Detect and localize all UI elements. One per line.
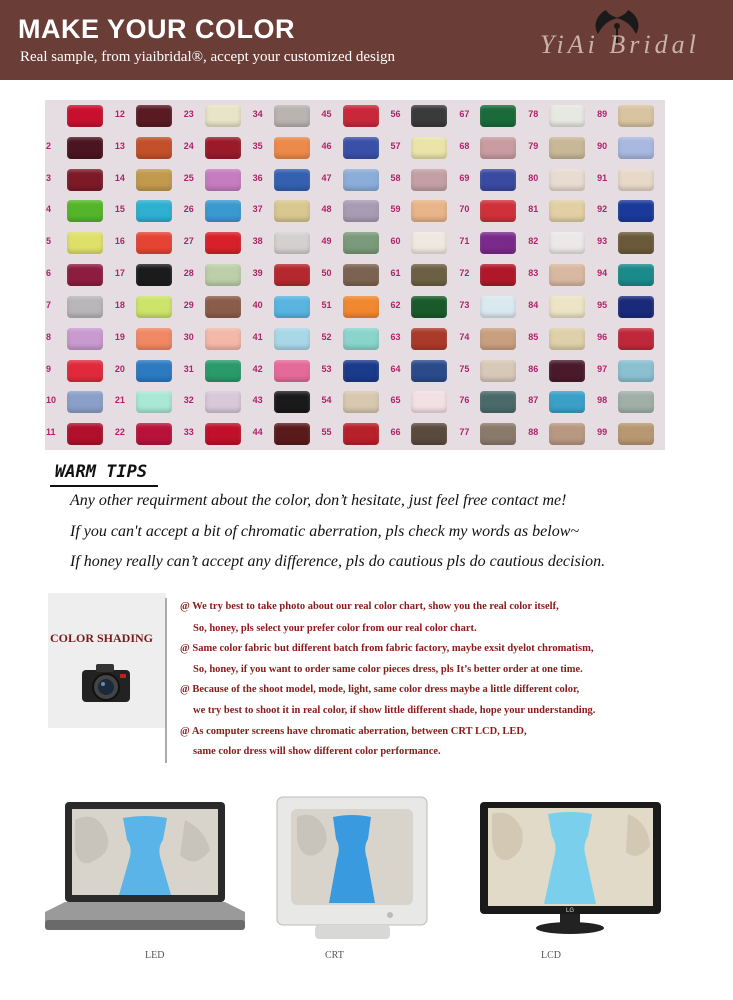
color-swatch: [343, 423, 379, 445]
color-swatch: [549, 232, 585, 254]
color-swatch: [480, 200, 516, 222]
color-swatch: [67, 200, 103, 222]
swatch-number: 55: [321, 427, 332, 438]
color-swatch: [205, 137, 241, 159]
shading-note: @ Because of the shoot model, mode, light, same color dress maybe a little different color,: [180, 684, 580, 695]
warm-tips-title: WARM TIPS: [55, 462, 148, 482]
swatch-number: 29: [183, 299, 194, 310]
color-swatch: [411, 391, 447, 413]
swatch-number: 59: [390, 204, 401, 215]
color-swatch: [274, 296, 310, 318]
color-swatch: [411, 232, 447, 254]
color-swatch: [618, 296, 654, 318]
color-swatch: [343, 232, 379, 254]
color-swatch: [618, 360, 654, 382]
color-swatch: [136, 169, 172, 191]
swatch-number: 12: [114, 109, 125, 119]
swatch-number: 44: [252, 427, 263, 438]
swatch-number: 72: [459, 268, 470, 279]
swatch-number: 97: [597, 363, 608, 374]
swatch-number: 82: [528, 236, 539, 247]
color-swatch: [480, 232, 516, 254]
color-swatch: [136, 232, 172, 254]
color-swatch: [480, 105, 516, 127]
swatch-number: 65: [390, 395, 401, 406]
swatch-number: 20: [114, 363, 125, 374]
swatch-number: 88: [528, 427, 539, 438]
color-swatch: [549, 296, 585, 318]
color-swatch: [618, 328, 654, 350]
swatch-number: 73: [459, 299, 470, 310]
led-laptop-image: [45, 800, 245, 940]
swatch-number: 18: [114, 299, 125, 310]
swatch-number: 42: [252, 363, 263, 374]
color-swatch: [411, 360, 447, 382]
swatch-number: 11: [46, 427, 56, 438]
camera-icon: [78, 660, 134, 708]
swatch-number: 58: [390, 172, 401, 183]
warm-tip-line: If you can't accept a bit of chromatic aberration, pls check my words as below~: [70, 523, 580, 540]
color-swatch: [549, 137, 585, 159]
swatch-number: 68: [459, 140, 470, 151]
swatch-number: 77: [459, 427, 470, 438]
warm-tip-line: If honey really can’t accept any difference, pls do cautious pls do cautious decision.: [70, 553, 606, 570]
color-swatch: [343, 105, 379, 127]
color-swatch: [618, 391, 654, 413]
swatch-number: 75: [459, 363, 470, 374]
swatch-number: 33: [183, 427, 194, 438]
color-swatch: [480, 423, 516, 445]
color-swatch: [343, 360, 379, 382]
swatch-number: 6: [46, 268, 52, 279]
swatch-number: 30: [183, 331, 194, 342]
swatch-number: 66: [390, 427, 401, 438]
color-swatch: [411, 264, 447, 286]
monitor-label-crt: CRT: [325, 950, 344, 961]
color-swatch: [67, 360, 103, 382]
color-swatch: [618, 105, 654, 127]
color-swatch: [274, 423, 310, 445]
color-swatch: [343, 137, 379, 159]
swatch-number: 48: [321, 204, 332, 215]
swatch-number: 93: [597, 236, 608, 247]
swatch-number: 79: [528, 140, 539, 151]
swatch-number: 69: [459, 172, 470, 183]
color-swatch: [618, 200, 654, 222]
color-swatch: [136, 296, 172, 318]
color-swatch: [549, 360, 585, 382]
color-swatch: [67, 105, 103, 127]
color-swatch: [480, 328, 516, 350]
swatch-number: 15: [114, 204, 125, 215]
color-swatch: [274, 200, 310, 222]
color-swatch: [343, 328, 379, 350]
swatch-number: 84: [528, 299, 539, 310]
color-swatch: [618, 423, 654, 445]
color-swatch: [549, 328, 585, 350]
swatch-number: 22: [114, 427, 125, 438]
color-swatch: [411, 137, 447, 159]
shading-note: So, honey, if you want to order same color pieces dress, pls It’s better order at one time.: [193, 664, 583, 675]
swatch-number: 41: [252, 331, 263, 342]
swatch-number: 56: [390, 109, 401, 119]
swatch-number: 85: [528, 331, 539, 342]
swatch-number: 45: [321, 109, 332, 119]
color-swatch: [480, 264, 516, 286]
color-swatch: [205, 232, 241, 254]
swatch-number: 92: [597, 204, 608, 215]
swatch-number: 54: [321, 395, 332, 406]
color-swatch: [343, 296, 379, 318]
lcd-brand-label: LG: [566, 908, 575, 914]
brand-logo-text: YiAi Bridal: [540, 30, 700, 59]
color-swatch: [549, 169, 585, 191]
swatch-number: 89: [597, 109, 608, 119]
color-swatch: [205, 391, 241, 413]
color-swatch: [411, 200, 447, 222]
swatch-number: 70: [459, 204, 470, 215]
color-swatch: [411, 423, 447, 445]
color-swatch: [67, 137, 103, 159]
swatch-number: 14: [114, 172, 125, 183]
color-swatch: [205, 296, 241, 318]
page-title: MAKE YOUR COLOR: [18, 14, 296, 44]
swatch-number: 9: [46, 363, 52, 374]
swatch-number: 5: [46, 236, 52, 247]
swatch-number: 83: [528, 268, 539, 279]
warm-tip-line: Any other requirment about the color, don’t hesitate, just feel free contact me!: [70, 492, 567, 509]
color-swatch: [274, 391, 310, 413]
color-swatch: [274, 105, 310, 127]
swatch-number: 81: [528, 204, 539, 215]
color-swatch: [549, 391, 585, 413]
swatch-number: 76: [459, 395, 470, 406]
color-swatch: [67, 169, 103, 191]
color-swatch: [205, 200, 241, 222]
color-swatch: [205, 423, 241, 445]
color-swatch: [480, 169, 516, 191]
color-swatch: [205, 169, 241, 191]
shading-note: @ Same color fabric but different batch from fabric factory, maybe exsit dyelot chromatism,: [180, 643, 594, 654]
color-swatch: [136, 137, 172, 159]
swatch-number: 80: [528, 172, 539, 183]
swatch-number: 52: [321, 331, 332, 342]
swatch-number: 50: [321, 268, 332, 279]
color-swatch: [67, 423, 103, 445]
color-swatch: [618, 137, 654, 159]
color-swatch: [411, 328, 447, 350]
color-swatch: [274, 232, 310, 254]
color-swatch: [549, 423, 585, 445]
color-swatch: [274, 169, 310, 191]
color-swatch: [343, 200, 379, 222]
swatch-number: 25: [183, 172, 194, 183]
swatch-number: 16: [114, 236, 125, 247]
swatch-number: 57: [390, 140, 401, 151]
swatch-number: 39: [252, 268, 263, 279]
swatch-number: 95: [597, 299, 608, 310]
swatch-number: 49: [321, 236, 332, 247]
swatch-number: 7: [46, 299, 52, 310]
swatch-number: 61: [390, 268, 401, 279]
swatch-number: 34: [252, 109, 263, 119]
swatch-number: 26: [183, 204, 194, 215]
swatch-number: 31: [183, 363, 194, 374]
color-swatch: [67, 232, 103, 254]
color-swatch: [343, 264, 379, 286]
color-swatch: [274, 264, 310, 286]
swatch-number: 86: [528, 363, 539, 374]
swatch-number: 51: [321, 299, 332, 310]
color-swatch: [343, 391, 379, 413]
color-swatch: [67, 391, 103, 413]
swatch-number: 78: [528, 109, 539, 119]
swatch-number: 90: [597, 140, 608, 151]
monitor-label-led: LED: [145, 950, 165, 961]
color-swatch: [205, 105, 241, 127]
color-swatch: [480, 391, 516, 413]
swatch-number: 67: [459, 109, 470, 119]
color-swatch: [67, 328, 103, 350]
color-swatch: [205, 328, 241, 350]
color-swatch: [205, 360, 241, 382]
swatch-number: 96: [597, 331, 608, 342]
color-swatch: [136, 360, 172, 382]
color-swatch: [67, 296, 103, 318]
swatch-number: 10: [46, 395, 57, 406]
shading-note: @ We try best to take photo about our real color chart, show you the real color itself,: [180, 601, 559, 612]
color-swatch: [411, 169, 447, 191]
color-swatch: [274, 328, 310, 350]
color-swatch: [480, 296, 516, 318]
swatch-number: 71: [459, 236, 470, 247]
swatch-number: 99: [597, 427, 608, 438]
swatch-number: 43: [252, 395, 263, 406]
swatch-number: 63: [390, 331, 401, 342]
color-swatch-chart: [45, 100, 665, 450]
color-swatch: [136, 423, 172, 445]
swatch-number: 24: [183, 140, 194, 151]
color-swatch: [411, 296, 447, 318]
swatch-number: 62: [390, 299, 401, 310]
color-swatch: [136, 391, 172, 413]
swatch-number: 21: [114, 395, 125, 406]
lcd-monitor-image: [478, 800, 663, 940]
swatch-number: 87: [528, 395, 539, 406]
swatch-number: 35: [252, 140, 263, 151]
swatch-number: 17: [114, 268, 125, 279]
swatch-number: 60: [390, 236, 401, 247]
color-swatch: [549, 105, 585, 127]
swatch-number: 36: [252, 172, 263, 183]
swatch-number: 8: [46, 331, 52, 342]
color-swatch: [411, 105, 447, 127]
color-swatch: [136, 200, 172, 222]
color-swatch: [618, 264, 654, 286]
swatch-number: 32: [183, 395, 194, 406]
swatch-number: 27: [183, 236, 194, 247]
swatch-number: 40: [252, 299, 263, 310]
swatch-number: 46: [321, 140, 332, 151]
monitor-label-lcd: LCD: [541, 950, 561, 961]
swatch-number: 74: [459, 331, 470, 342]
shading-note: same color dress will show different color performance.: [193, 746, 441, 757]
swatch-number: 23: [183, 109, 194, 119]
color-swatch: [343, 169, 379, 191]
color-swatch: [274, 360, 310, 382]
color-shading-title: COLOR SHADING: [50, 631, 154, 645]
shading-note: @ As computer screens have chromatic aberration, between CRT LCD, LED,: [180, 726, 527, 737]
swatch-number: 38: [252, 236, 263, 247]
swatch-number: 13: [114, 140, 125, 151]
swatch-number: 47: [321, 172, 332, 183]
color-swatch: [67, 264, 103, 286]
color-swatch: [480, 137, 516, 159]
warm-tips-underline: [50, 485, 158, 487]
page-subtitle: Real sample, from yiaibridal®, accept your customized design: [20, 49, 396, 65]
color-swatch: [549, 264, 585, 286]
swatch-number: 94: [597, 268, 608, 279]
swatch-number: 98: [597, 395, 608, 406]
swatch-number: 2: [46, 140, 52, 151]
swatch-number: 3: [46, 172, 52, 183]
color-swatch: [205, 264, 241, 286]
swatch-number: 4: [46, 204, 52, 215]
shading-note: we try best to shoot it in real color, if show little different shade, hope your understanding.: [193, 705, 596, 716]
swatch-number: 37: [252, 204, 263, 215]
color-swatch: [549, 200, 585, 222]
swatch-number: 19: [114, 331, 125, 342]
swatch-number: 28: [183, 268, 194, 279]
swatch-number: 64: [390, 363, 401, 374]
shading-note: So, honey, pls select your prefer color from our real color chart.: [193, 623, 477, 634]
color-swatch: [136, 264, 172, 286]
color-swatch: [136, 105, 172, 127]
color-swatch: [274, 137, 310, 159]
swatch-number: 53: [321, 363, 332, 374]
color-swatch: [136, 328, 172, 350]
header-banner: [0, 0, 733, 80]
color-swatch: [618, 232, 654, 254]
swatch-number: 91: [597, 172, 608, 183]
color-swatch: [618, 169, 654, 191]
divider: [165, 598, 167, 763]
color-swatch: [480, 360, 516, 382]
crt-monitor-image: [275, 795, 430, 945]
